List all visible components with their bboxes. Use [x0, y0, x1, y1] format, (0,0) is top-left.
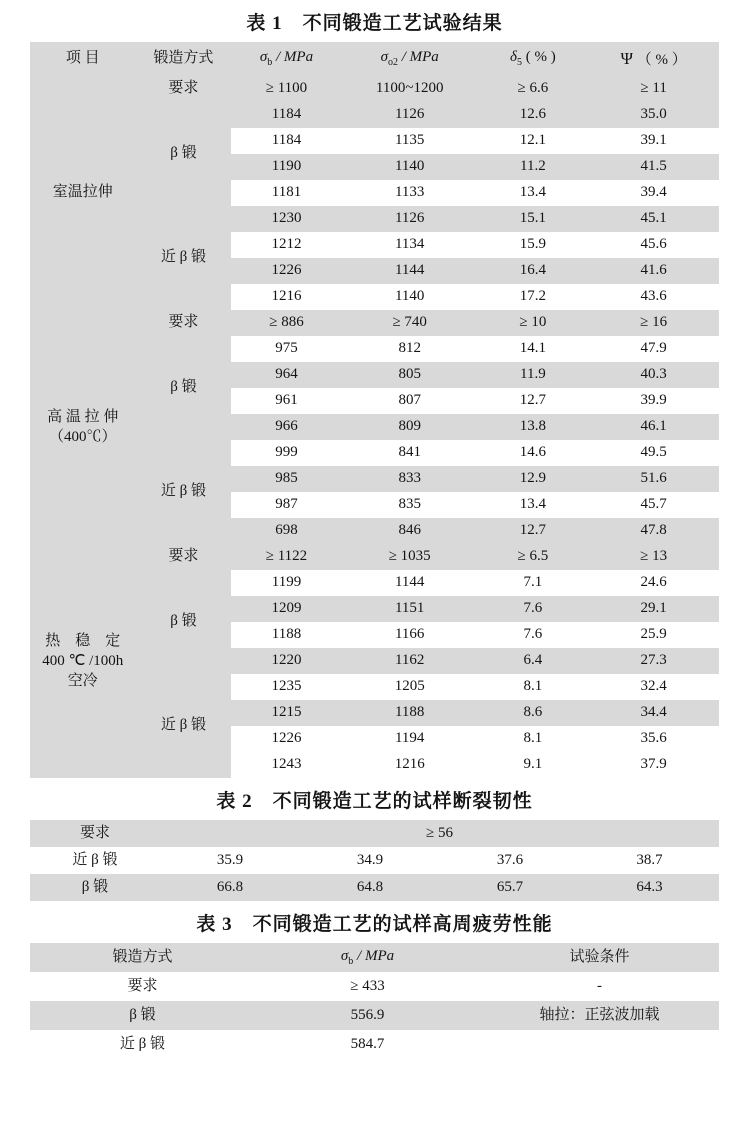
table1-header-row — [30, 42, 719, 76]
cell-value: 812 — [342, 336, 478, 362]
delta-unit: ( % ) — [525, 49, 556, 66]
cell-value: 35.6 — [588, 726, 719, 752]
cell-value: 846 — [342, 518, 478, 544]
table1-group-label-high-temp — [30, 310, 136, 544]
cell-value: ≥ 6.6 — [478, 76, 589, 102]
cell-value: ≥ 433 — [255, 972, 480, 1001]
cell-value: 40.3 — [588, 362, 719, 388]
table1-method-label-beta: β 锻 — [136, 102, 232, 206]
table2-title: 表 2 不同锻造工艺的试样断裂韧性 — [216, 791, 533, 812]
table2-label-near-beta: 近 β 锻 — [30, 847, 160, 874]
cell-value: 966 — [231, 414, 342, 440]
cell-value: 49.5 — [588, 440, 719, 466]
table2-label-beta: β 锻 — [30, 874, 160, 901]
cell-value: 64.3 — [580, 874, 719, 901]
cell-value: 1209 — [231, 596, 342, 622]
cell-value: 1235 — [231, 674, 342, 700]
cell-value: ≥ 10 — [478, 310, 589, 336]
cell-value: 12.7 — [478, 518, 589, 544]
sigma-b-subscript: b — [348, 955, 354, 967]
cell-value: ≥ 16 — [588, 310, 719, 336]
table1-group-label-room-temp: 室温拉伸 — [30, 76, 136, 310]
cell-value: 1220 — [231, 648, 342, 674]
cell-value: 轴拉：正弦波加载 — [480, 1001, 719, 1030]
table1-method-label-beta: β 锻 — [136, 336, 232, 440]
cell-value: 13.4 — [478, 492, 589, 518]
cell-value: 43.6 — [588, 284, 719, 310]
cell-value: 805 — [342, 362, 478, 388]
cell-value: 37.9 — [588, 752, 719, 778]
cell-value: ≥ 740 — [342, 310, 478, 336]
cell-value: 47.8 — [588, 518, 719, 544]
cell-value: 12.9 — [478, 466, 589, 492]
cell-value: 35.9 — [160, 847, 300, 874]
table1-header-method: 锻造方式 — [136, 42, 232, 76]
sigma-symbol: σ — [380, 49, 388, 66]
cell-value: 1216 — [342, 752, 478, 778]
cell-value: 24.6 — [588, 570, 719, 596]
cell-value: 1215 — [231, 700, 342, 726]
cell-value: 1181 — [231, 180, 342, 206]
table1-header-item: 项 目 — [30, 42, 136, 76]
cell-value: 1184 — [231, 128, 342, 154]
table1-requirement-label: 要求 — [136, 76, 232, 102]
cell-value: 17.2 — [478, 284, 589, 310]
cell-value: 1226 — [231, 726, 342, 752]
cell-value: 999 — [231, 440, 342, 466]
table1-group-label-thermal-stability — [30, 544, 136, 778]
cell-value: 32.4 — [588, 674, 719, 700]
psi-unit: （ % ） — [636, 51, 687, 68]
table1-title: 表 1 不同锻造工艺试验结果 — [246, 13, 503, 34]
table3-label-near-beta: 近 β 锻 — [30, 1030, 255, 1059]
cell-value: 34.4 — [588, 700, 719, 726]
table1-header-delta5 — [478, 42, 589, 76]
cell-value: 1100~1200 — [342, 76, 478, 102]
table1-method-label-near-beta: 近 β 锻 — [136, 440, 232, 544]
cell-value: 964 — [231, 362, 342, 388]
cell-value: 38.7 — [580, 847, 719, 874]
cell-value: 556.9 — [255, 1001, 480, 1030]
cell-value: 1216 — [231, 284, 342, 310]
cell-value: 1166 — [342, 622, 478, 648]
cell-value: 975 — [231, 336, 342, 362]
cell-value: 66.8 — [160, 874, 300, 901]
cell-value: 39.9 — [588, 388, 719, 414]
cell-value: 46.1 — [588, 414, 719, 440]
sigma-symbol: σ — [259, 49, 268, 66]
table-row — [30, 874, 719, 901]
cell-value: 1162 — [342, 648, 478, 674]
cell-value: 1230 — [231, 206, 342, 232]
table-row — [30, 310, 719, 336]
cell-value: 1212 — [231, 232, 342, 258]
cell-value: 1243 — [231, 752, 342, 778]
table2-requirement-value: ≥ 56 — [160, 820, 719, 847]
cell-value: ≥ 1035 — [342, 544, 478, 570]
cell-value: 1188 — [231, 622, 342, 648]
cell-value: 47.9 — [588, 336, 719, 362]
cell-value: 11.9 — [478, 362, 589, 388]
group-label-line1: 高 温 拉 伸 — [47, 408, 119, 425]
cell-value: 1194 — [342, 726, 478, 752]
cell-value: 39.4 — [588, 180, 719, 206]
group-label-line3: 空冷 — [67, 673, 98, 690]
cell-value: 14.1 — [478, 336, 589, 362]
cell-value: 1199 — [231, 570, 342, 596]
table3-header-method: 锻造方式 — [30, 943, 255, 972]
cell-value: 1184 — [231, 102, 342, 128]
cell-value: ≥ 11 — [588, 76, 719, 102]
table-row — [30, 820, 719, 847]
table-3 — [30, 943, 719, 1059]
cell-value: 11.2 — [478, 154, 589, 180]
sigma-b-unit: / MPa — [276, 49, 314, 66]
table-row — [30, 544, 719, 570]
table1-header-sigma-o2 — [342, 42, 478, 76]
table3-header-row — [30, 943, 719, 972]
cell-value: ≥ 886 — [231, 310, 342, 336]
cell-value: 1144 — [342, 570, 478, 596]
cell-value: 9.1 — [478, 752, 589, 778]
table-row — [30, 76, 719, 102]
cell-value: 985 — [231, 466, 342, 492]
cell-value: 7.6 — [478, 622, 589, 648]
cell-value: 25.9 — [588, 622, 719, 648]
table-row — [30, 972, 719, 1001]
delta-subscript: 5 — [517, 57, 523, 69]
cell-value: 841 — [342, 440, 478, 466]
cell-value: 37.6 — [440, 847, 580, 874]
table3-header-condition: 试验条件 — [480, 943, 719, 972]
cell-value: ≥ 1122 — [231, 544, 342, 570]
psi-symbol: Ψ — [620, 48, 633, 68]
cell-value: 1134 — [342, 232, 478, 258]
cell-value: ≥ 6.5 — [478, 544, 589, 570]
table1-header-psi — [588, 42, 719, 76]
cell-value: 45.6 — [588, 232, 719, 258]
cell-value: 39.1 — [588, 128, 719, 154]
cell-value: 15.9 — [478, 232, 589, 258]
cell-value: 7.1 — [478, 570, 589, 596]
table1-requirement-label: 要求 — [136, 544, 232, 570]
cell-value: 41.5 — [588, 154, 719, 180]
cell-value: 8.1 — [478, 674, 589, 700]
cell-value: - — [480, 972, 719, 1001]
group-label-line2: （400℃） — [49, 429, 117, 445]
delta-symbol: δ — [510, 49, 518, 66]
cell-value: 65.7 — [440, 874, 580, 901]
cell-value: 13.8 — [478, 414, 589, 440]
table3-label-beta: β 锻 — [30, 1001, 255, 1030]
cell-value: 12.6 — [478, 102, 589, 128]
table-1 — [30, 42, 719, 778]
cell-value: 1205 — [342, 674, 478, 700]
cell-value: 41.6 — [588, 258, 719, 284]
table3-title: 表 3 不同锻造工艺的试样高周疲劳性能 — [196, 914, 553, 935]
table1-header-sigma-b — [231, 42, 342, 76]
cell-value: 1140 — [342, 284, 478, 310]
cell-value: 584.7 — [255, 1030, 480, 1059]
cell-value: ≥ 1100 — [231, 76, 342, 102]
cell-value: 807 — [342, 388, 478, 414]
cell-value: 1126 — [342, 102, 478, 128]
cell-value: 1226 — [231, 258, 342, 284]
cell-value: 29.1 — [588, 596, 719, 622]
table3-requirement-label: 要求 — [30, 972, 255, 1001]
table-row — [30, 1030, 719, 1059]
sigma-o2-unit: / MPa — [401, 49, 439, 66]
cell-value: 1133 — [342, 180, 478, 206]
cell-value: ≥ 13 — [588, 544, 719, 570]
cell-value: 8.6 — [478, 700, 589, 726]
cell-value: 45.1 — [588, 206, 719, 232]
cell-value: 16.4 — [478, 258, 589, 284]
cell-value: 809 — [342, 414, 478, 440]
cell-value: 45.7 — [588, 492, 719, 518]
sigma-o2-subscript: o2 — [387, 57, 398, 69]
cell-value: 64.8 — [300, 874, 440, 901]
cell-value: 34.9 — [300, 847, 440, 874]
cell-value: 835 — [342, 492, 478, 518]
table2-requirement-label: 要求 — [30, 820, 160, 847]
group-label-line2: 400 ℃ /100h — [42, 652, 124, 669]
sigma-symbol: σ — [340, 947, 349, 964]
cell-value — [480, 1030, 719, 1059]
group-label-line1: 热 稳 定 — [45, 632, 121, 649]
cell-value: 51.6 — [588, 466, 719, 492]
cell-value: 15.1 — [478, 206, 589, 232]
cell-value: 1190 — [231, 154, 342, 180]
table-2 — [30, 820, 719, 901]
cell-value: 7.6 — [478, 596, 589, 622]
cell-value: 1126 — [342, 206, 478, 232]
cell-value: 1151 — [342, 596, 478, 622]
table3-header-sigma-b — [255, 943, 480, 972]
cell-value: 8.1 — [478, 726, 589, 752]
table-row — [30, 847, 719, 874]
cell-value: 12.1 — [478, 128, 589, 154]
table1-method-label-beta: β 锻 — [136, 570, 232, 674]
table-row — [30, 1001, 719, 1030]
cell-value: 14.6 — [478, 440, 589, 466]
cell-value: 27.3 — [588, 648, 719, 674]
cell-value: 698 — [231, 518, 342, 544]
cell-value: 833 — [342, 466, 478, 492]
cell-value: 13.4 — [478, 180, 589, 206]
cell-value: 6.4 — [478, 648, 589, 674]
table1-method-label-near-beta: 近 β 锻 — [136, 674, 232, 778]
cell-value: 35.0 — [588, 102, 719, 128]
cell-value: 961 — [231, 388, 342, 414]
cell-value: 987 — [231, 492, 342, 518]
cell-value: 12.7 — [478, 388, 589, 414]
table1-method-label-near-beta: 近 β 锻 — [136, 206, 232, 310]
cell-value: 1135 — [342, 128, 478, 154]
table1-requirement-label: 要求 — [136, 310, 232, 336]
cell-value: 1188 — [342, 700, 478, 726]
sigma-b-unit: / MPa — [357, 947, 395, 964]
cell-value: 1144 — [342, 258, 478, 284]
sigma-b-subscript: b — [267, 57, 273, 69]
cell-value: 1140 — [342, 154, 478, 180]
